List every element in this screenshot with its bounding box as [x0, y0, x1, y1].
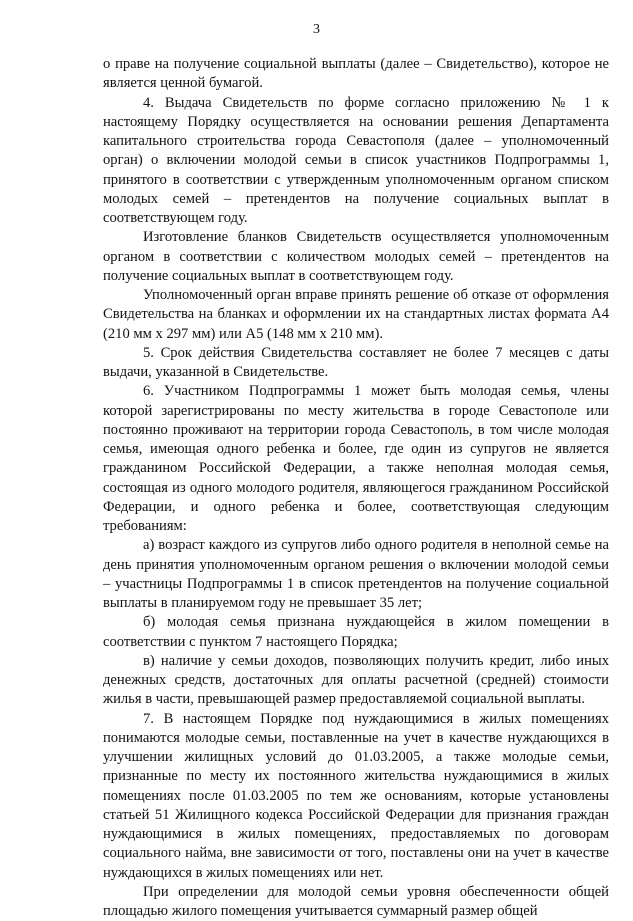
- paragraph-1: о праве на получение социальной выплаты (далее – Свидетельство), которое не является ценной бумагой.: [103, 56, 609, 92]
- paragraph-5: 5. Срок действия Свидетельства составляет не более 7 месяцев с даты выдачи, указанной в Свидетельстве.: [103, 344, 609, 380]
- paragraph-8: б) молодая семья признана нуждающейся в жилом помещении в соответствии с пунктом 7 настоящего Порядка;: [103, 614, 609, 650]
- paragraph-2: 4. Выдача Свидетельств по форме согласно приложению № 1 к настоящему Порядку осуществляется на основании решения Департамента капитального строительства города Севастополя (далее – уполномоченный орган) о включении молодой семьи в список участников Подпрограммы 1, принятого в соответствии с утвержденным уполномоченным органом списком молодых семей – претендентов на получение социальных выплат в соответствующем году.: [103, 94, 609, 226]
- paragraph-3: Изготовление бланков Свидетельств осуществляется уполномоченным органом в соответствии с количеством молодых семей – претендентов на получение социальных выплат в соответствующем году.: [103, 229, 609, 284]
- paragraph-11: При определении для молодой семьи уровня обеспеченности общей площадью жилого помещения учитывается суммарный размер общей: [103, 883, 609, 919]
- paragraph-10: 7. В настоящем Порядке под нуждающимися в жилых помещениях понимаются молодые семьи, поставленные на учет в качестве нуждающихся в улучшении жилищных условий до 01.03.2005, а также молодые семьи, признанные по месту их постоянного жительства нуждающимися в жилых помещениях после 01.03.2005 по тем же основаниям, которые установлены статьей 51 Жилищного кодекса Российской Федерации для признания граждан нуждающимися в жилых помещениях, предоставляемых по договорам социального найма, вне зависимости от того, поставлены они на учет в качестве нуждающихся в жилых помещениях или нет.: [103, 710, 609, 881]
- paragraph-4: Уполномоченный орган вправе принять решение об отказе от оформления Свидетельства на бланках и оформлении их на стандартных листах формата А4 (210 мм х 297 мм) или А5 (148 мм х 210 мм).: [103, 287, 609, 342]
- document-body: [103, 55, 609, 921]
- paragraph-6: 6. Участником Подпрограммы 1 может быть молодая семья, члены которой зарегистрированы по месту жительства в городе Севастополе или постоянно проживают на территории города Севастополь, в том числе молодая семья, имеющая одного ребенка и более, где один из супругов не является гражданином Российской Федерации, а также неполная молодая семья, состоящая из одного молодого родителя, являющегося гражданином Российской Федерации, и одного ребенка и более, соответствующая следующим требованиям:: [103, 383, 609, 534]
- page-number: 3: [313, 22, 320, 37]
- paragraph-9: в) наличие у семьи доходов, позволяющих получить кредит, либо иных денежных средств, достаточных для оплаты расчетной (средней) стоимости жилья в части, превышающей размер предоставляемой социальной выплаты.: [103, 652, 609, 708]
- paragraph-7: а) возраст каждого из супругов либо одного родителя в неполной семье на день принятия уполномоченным органом решения о включении молодой семьи – участницы Подпрограммы 1 в список претендентов на получение социальной выплаты в планируемом году не превышает 35 лет;: [103, 537, 609, 611]
